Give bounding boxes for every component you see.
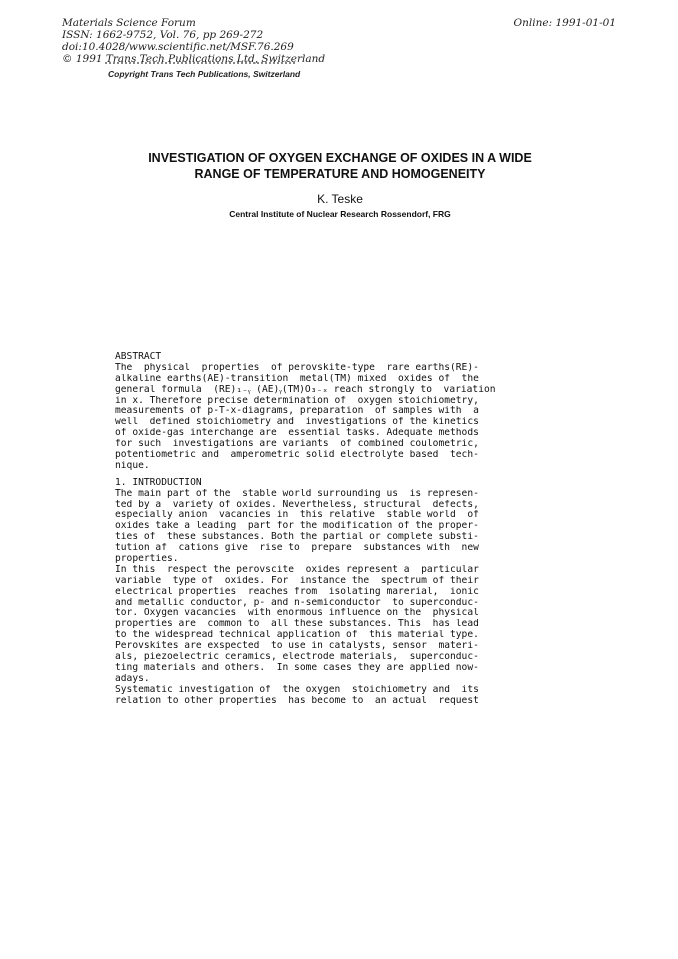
text-line: The physical properties of perovskite-type rare earths(RE)- [115,362,479,373]
text-line: ted by a variety of oxides. Nevertheless, structural defects, [115,499,479,510]
text-line: alkaline earths(AE)-transition metal(TM) mixed oxides of the [115,373,479,384]
text-line: relation to other properties has become to an actual request [115,695,479,706]
text-line: ties of these substances. Both the partial or complete substi- [115,532,479,543]
publisher-copyright: © 1991 Trans Tech Publications Ltd, Switzerland [62,53,326,65]
introduction-heading: 1. INTRODUCTION [115,477,202,488]
text-line: als, piezoelectric ceramics, electrode materials, superconduc- [115,652,479,663]
text-line: and metallic conductor, p- and n-semiconductor to superconduc- [115,597,479,608]
scan-artifact [105,62,295,67]
text-line: for such investigations are variants of combined coulometric, [115,439,479,450]
text-line: potentiometric and amperometric solid electrolyte based tech- [115,450,479,461]
title-line-1: INVESTIGATION OF OXYGEN EXCHANGE OF OXIDES IN A WIDE [148,151,532,165]
title-line-2: RANGE OF TEMPERATURE AND HOMOGENEITY [194,167,486,181]
author-affiliation: Central Institute of Nuclear Research Rossendorf, FRG [229,209,451,219]
author-name: K. Teske [317,192,363,206]
text-line: tor. Oxygen vacancies with enormous influence on the physical [115,608,479,619]
text-line: of oxide-gas interchange are essential tasks. Adequate methods [115,428,479,439]
text-line: Systematic investigation of the oxygen stoichiometry and its [115,684,479,695]
text-line: general formula (RE)₁₋ᵧ (AE)ᵧ(TM)O₃₋ₓ reach strongly to variation [115,384,496,395]
online-date: Online: 1991-01-01 [513,17,616,29]
text-line: to the widespread technical application of this material type. [115,630,479,641]
text-line: tution af cations give rise to prepare substances with new [115,543,479,554]
text-line: In this respect the perovscite oxides represent a particular [115,564,479,575]
text-line: nique. [115,460,150,471]
text-line: The main part of the stable world surrounding us is represen- [115,488,479,499]
text-line: ting materials and others. In some cases they are applied now- [115,662,479,673]
text-line: measurements of p-T-x-diagrams, preparation of samples with a [115,406,479,417]
paper-body [115,352,535,707]
doi-line[interactable]: doi:10.4028/www.scientific.net/MSF.76.269 [62,41,294,53]
journal-metadata [62,17,325,65]
text-line: well defined stoichiometry and investigations of the kinetics [115,417,479,428]
text-line: adays. [115,673,150,684]
text-line: electrical properties reaches from isolating marerial, ionic [115,586,479,597]
copyright-stamp: Copyright Trans Tech Publications, Switzerland [108,69,301,79]
text-line: Perovskites are exspected to use in catalysts, sensor materi- [115,641,479,652]
paper-title [100,150,580,182]
text-line: variable type of oxides. For instance the spectrum of their [115,575,479,586]
text-line: properties. [115,554,179,565]
abstract-heading: ABSTRACT [115,352,162,362]
text-line: oxides take a leading part for the modification of the proper- [115,521,479,532]
text-line: properties are common to all these substances. This has lead [115,619,479,630]
journal-name: Materials Science Forum [62,17,196,29]
issn-line: ISSN: 1662-9752, Vol. 76, pp 269-272 [62,29,264,41]
introduction-text [115,489,535,707]
abstract-text [115,363,535,472]
text-line: especially anion vacancies in this relative stable world of [115,510,479,521]
text-line: in x. Therefore precise determination of oxygen stoichiometry, [115,395,479,406]
